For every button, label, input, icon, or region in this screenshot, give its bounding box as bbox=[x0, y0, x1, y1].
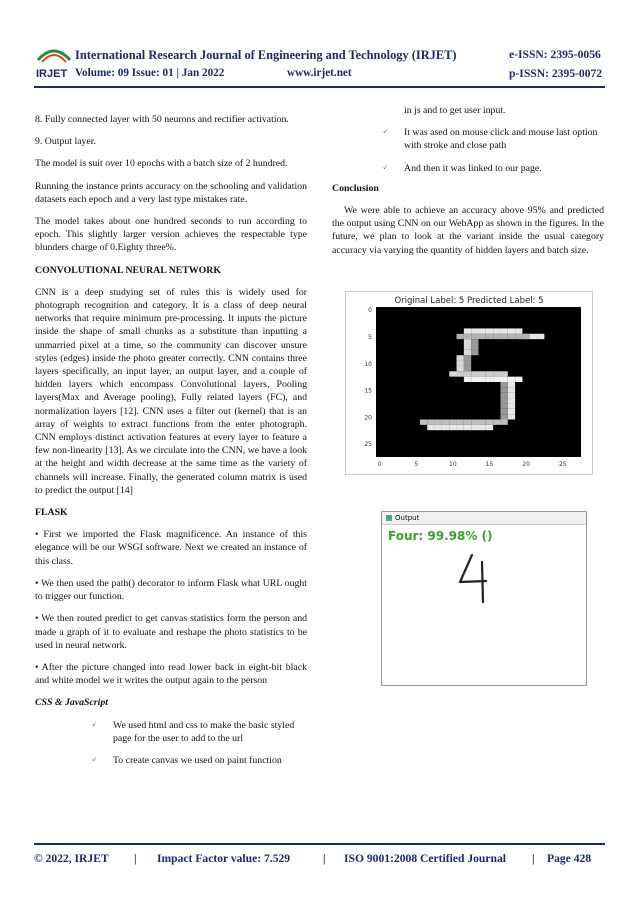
digit-pixel bbox=[457, 361, 464, 366]
y-tick-label: 20 bbox=[364, 414, 372, 422]
digit-pixel bbox=[464, 350, 471, 355]
right-column bbox=[332, 104, 604, 266]
digit-pixel bbox=[486, 334, 493, 339]
list-item: 🗸 It was ased on mouse click and mouse last option with stroke and close path bbox=[382, 127, 598, 152]
digit-pixel bbox=[493, 420, 500, 425]
digit-pixel bbox=[500, 393, 507, 398]
list-item-continuation: in js and to get user input. bbox=[404, 105, 506, 116]
digit-pixel bbox=[500, 377, 507, 382]
checkbox-bullet-icon: 🗸 bbox=[382, 162, 389, 173]
digit-pixel bbox=[457, 425, 464, 430]
digit-pixel bbox=[500, 328, 507, 333]
paragraph: Running the instance prints accuracy on the schooling and validation datasets each epoch and a very last type mistakes rate. bbox=[35, 180, 307, 205]
digit-pixel bbox=[464, 366, 471, 371]
digit-pixel bbox=[427, 425, 434, 430]
y-tick-labels bbox=[364, 307, 372, 448]
prediction-result: Four: 99.98% () bbox=[388, 529, 493, 543]
paragraph: 8. Fully connected layer with 50 neurons and rectifier activation. bbox=[35, 114, 289, 125]
digit-pixel bbox=[471, 425, 478, 430]
y-tick-label: 25 bbox=[364, 441, 372, 449]
digit-pixel bbox=[508, 393, 515, 398]
digit-pixel bbox=[486, 328, 493, 333]
digit-pixel bbox=[457, 355, 464, 360]
digit-pixel bbox=[464, 377, 471, 382]
digit-pixel bbox=[500, 420, 507, 425]
digit-pixel bbox=[449, 420, 456, 425]
digit-pixel bbox=[530, 334, 537, 339]
flask-point: • After the picture changed into read lower back in eight-bit black and white model we it writes the output again to the person bbox=[35, 661, 307, 687]
section-heading-cnn: CONVOLUTIONAL NEURAL NETWORK bbox=[35, 264, 221, 276]
digit-pixel bbox=[508, 403, 515, 408]
window-titlebar bbox=[382, 512, 586, 525]
digit-pixel bbox=[486, 377, 493, 382]
volume-issue: Volume: 09 Issue: 01 | Jan 2022 bbox=[75, 67, 225, 79]
output-window bbox=[381, 511, 587, 686]
digit-pixel bbox=[471, 350, 478, 355]
digit-pixel bbox=[479, 328, 486, 333]
flask-point: • First we imported the Flask magnificence. An instance of this elegance will be our WSGI software. Next we created an instance of this class. bbox=[35, 529, 307, 567]
digit-pixel bbox=[420, 420, 427, 425]
digit-pixel bbox=[493, 371, 500, 376]
digit-pixel bbox=[471, 345, 478, 350]
window-title: Output bbox=[395, 514, 420, 522]
digit-pixel bbox=[442, 425, 449, 430]
paragraph-cnn: CNN is a deep studying set of rules this is widely used for photograph recognition and category. It is a class of deep neural networks that require minimum pre-processing. It inputs the picture inside the shape of small chunks as a substitute than inputting a unmarried pixel at a time, so the community can discover unsure styles (edges) inside the photo greater correctly. CNN contains three layers specifically, an input layer, an output layer, and a couple of hidden layers which encompass Convolutional layers, Pooling layers(Max and Average pooling), Fully related layers (FC), and normalization layers [12]. CNN uses a filter out (kernel) that is an array of weights to extract functions from the enter photograph. CNN employs distinct activation features at every layer to feature a few non-linearity [13]. As we circulate into the CNN, we have a look at the height and width decrease at the same time as the variety of channels will increase. Finally, the generated column matrix is used to predict the output [14] bbox=[35, 286, 307, 496]
digit-pixel bbox=[435, 425, 442, 430]
window-icon bbox=[386, 515, 392, 521]
digit-pixel bbox=[500, 414, 507, 419]
digit-pixel bbox=[479, 420, 486, 425]
digit-pixel bbox=[515, 328, 522, 333]
digit-pixel bbox=[500, 334, 507, 339]
e-issn: e-ISSN: 2395-0056 bbox=[509, 48, 601, 61]
x-tick-label: 20 bbox=[522, 461, 530, 468]
digit-pixel bbox=[493, 328, 500, 333]
digit-pixel bbox=[471, 328, 478, 333]
digit-pixel bbox=[508, 387, 515, 392]
footer-impact-factor: Impact Factor value: 7.529 bbox=[157, 852, 291, 865]
y-tick-label: 15 bbox=[364, 387, 372, 395]
digit-pixel bbox=[515, 334, 522, 339]
digit-pixel bbox=[464, 361, 471, 366]
section-heading-conclusion: Conclusion bbox=[332, 182, 379, 194]
digit-plot-svg bbox=[346, 292, 592, 474]
x-tick-label: 15 bbox=[485, 461, 494, 468]
paragraph: The model is suit over 10 epochs with a batch size of 2 hundred. bbox=[35, 158, 288, 170]
digit-pixel bbox=[471, 334, 478, 339]
digit-pixel bbox=[508, 334, 515, 339]
digit-pixel bbox=[500, 382, 507, 387]
digit-pixel bbox=[442, 420, 449, 425]
digit-pixel bbox=[457, 371, 464, 376]
digit-pixel bbox=[479, 377, 486, 382]
digit-pixel bbox=[500, 409, 507, 414]
digit-pixel bbox=[471, 420, 478, 425]
footer-separator: | bbox=[323, 852, 326, 865]
paragraph-conclusion: We were able to achieve an accuracy above 95% and predicted the output using CNN on our WebApp as shown in the figures. In the future, we plan to look at the variant inside the usual category accuracy via varying the quantity of hidden layers and batch size. bbox=[332, 205, 604, 256]
digit-pixel bbox=[471, 371, 478, 376]
footer-rule bbox=[34, 843, 605, 845]
paragraph: The model takes about one hundred seconds to run according to epoch. This slightly larger version achieves the respectable type blunders charge of 0.Eighty three%. bbox=[35, 216, 307, 254]
digit-pixel bbox=[537, 334, 544, 339]
p-issn: p-ISSN: 2395-0072 bbox=[509, 67, 603, 80]
checkbox-bullet-icon: 🗸 bbox=[382, 127, 389, 138]
website-link[interactable]: www.irjet.net bbox=[287, 67, 352, 79]
digit-pixel bbox=[435, 420, 442, 425]
digit-pixel bbox=[500, 398, 507, 403]
figure-mnist-digit-plot bbox=[345, 291, 593, 475]
digit-pixel bbox=[515, 377, 522, 382]
digit-pixel bbox=[508, 382, 515, 387]
digit-pixel bbox=[500, 387, 507, 392]
digit-pixel bbox=[500, 371, 507, 376]
digit-pixel bbox=[493, 377, 500, 382]
x-tick-label: 0 bbox=[377, 461, 382, 468]
digit-pixel bbox=[457, 366, 464, 371]
digit-pixel bbox=[508, 377, 515, 382]
list-item: 🗸 And then it was linked to our page. bbox=[382, 162, 542, 174]
digit-pixel bbox=[427, 420, 434, 425]
digit-pixel bbox=[508, 328, 515, 333]
digit-pixel bbox=[464, 328, 471, 333]
digit-pixel bbox=[500, 403, 507, 408]
footer-separator: | bbox=[532, 852, 535, 865]
digit-pixel bbox=[508, 398, 515, 403]
handwritten-four-drawing bbox=[452, 552, 502, 607]
digit-pixel bbox=[464, 355, 471, 360]
digit-pixel bbox=[479, 425, 486, 430]
irjet-logo bbox=[34, 44, 74, 82]
digit-pixel bbox=[486, 425, 493, 430]
digit-pixel bbox=[464, 425, 471, 430]
section-heading-flask: FLASK bbox=[35, 507, 68, 519]
digit-pixel bbox=[464, 345, 471, 350]
x-tick-label: 25 bbox=[558, 461, 567, 468]
digit-pixel bbox=[508, 409, 515, 414]
checkbox-bullet-icon: 🗸 bbox=[91, 719, 98, 730]
left-column bbox=[35, 113, 307, 776]
digit-pixel bbox=[479, 334, 486, 339]
digit-pixel bbox=[449, 371, 456, 376]
footer-copyright: © 2022, IRJET bbox=[34, 852, 109, 865]
footer-page-number: Page 428 bbox=[547, 852, 592, 865]
digit-pixel bbox=[464, 371, 471, 376]
paragraph: 9. Output layer. bbox=[35, 136, 96, 148]
x-tick-label: 5 bbox=[414, 461, 419, 468]
y-tick-label: 0 bbox=[368, 307, 372, 315]
digit-pixel bbox=[508, 414, 515, 419]
footer-separator: | bbox=[134, 852, 137, 865]
flask-point: • We then routed predict to get canvas statistics form the person and made a graph of it to evaluate and reshape the photo statistics to be used in neural network. bbox=[35, 613, 307, 651]
digit-pixel bbox=[464, 339, 471, 344]
y-tick-label: 10 bbox=[364, 360, 372, 368]
list-item: 🗸 To create canvas we used on paint function bbox=[91, 754, 282, 766]
digit-pixel bbox=[486, 371, 493, 376]
digit-pixel bbox=[471, 339, 478, 344]
svg-text:IRJET: IRJET bbox=[36, 68, 68, 80]
section-heading-css-js: CSS & JavaScript bbox=[35, 697, 108, 709]
digit-pixel bbox=[522, 334, 529, 339]
digit-pixel bbox=[479, 371, 486, 376]
journal-title: International Research Journal of Engineering and Technology (IRJET) bbox=[75, 48, 457, 62]
digit-pixel bbox=[449, 425, 456, 430]
checkbox-bullet-icon: 🗸 bbox=[91, 754, 98, 765]
digit-pixel bbox=[464, 420, 471, 425]
digit-pixel bbox=[457, 334, 464, 339]
flask-point: • We then used the path() decorator to inform Flask what URL ought to trigger our function. bbox=[35, 577, 307, 603]
digit-pixel bbox=[493, 334, 500, 339]
plot-title: Original Label: 5 Predicted Label: 5 bbox=[394, 296, 544, 306]
x-tick-label: 10 bbox=[449, 461, 457, 468]
digit-pixel bbox=[486, 420, 493, 425]
footer-iso: ISO 9001:2008 Certified Journal bbox=[344, 852, 506, 865]
digit-pixel bbox=[471, 377, 478, 382]
digit-pixel bbox=[457, 420, 464, 425]
x-tick-labels bbox=[378, 461, 567, 468]
header-rule bbox=[34, 86, 605, 88]
y-tick-label: 5 bbox=[368, 333, 372, 341]
digit-pixel bbox=[464, 334, 471, 339]
list-item: 🗸 We used html and css to make the basic styled page for the user to add to the url bbox=[91, 719, 295, 744]
